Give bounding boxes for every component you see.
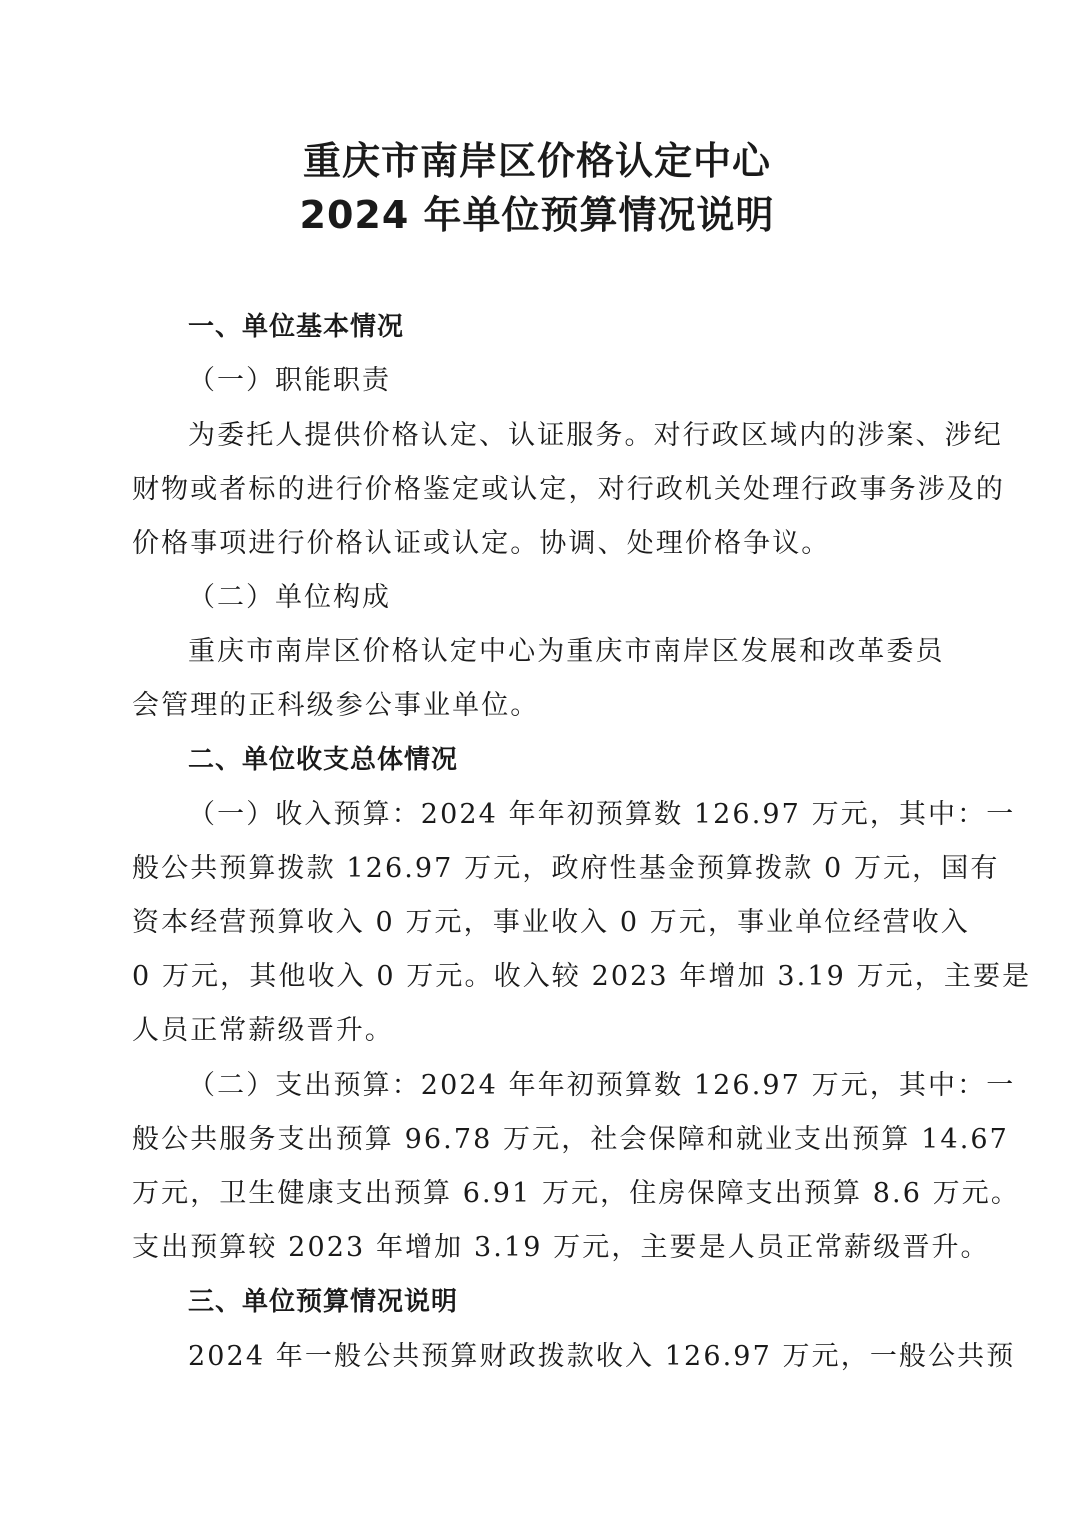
- expenditure-line3: 万元，卫生健康支出预算 6.91 万元，住房保障支出预算 8.6 万元。: [132, 1178, 1020, 1209]
- document-title-line2: 2024 年单位预算情况说明: [299, 193, 775, 237]
- section1-sub2-heading: （二）单位构成: [188, 582, 391, 613]
- income-line1: （一）收入预算：2024 年年初预算数 126.97 万元，其中：一: [188, 799, 1016, 830]
- section1-sub2-line1: 重庆市南岸区价格认定中心为重庆市南岸区发展和改革委员: [188, 636, 945, 667]
- expenditure-line2: 般公共服务支出预算 96.78 万元，社会保障和就业支出预算 14.67: [132, 1124, 1009, 1155]
- section1-sub2-line2: 会管理的正科级参公事业单位。: [132, 690, 540, 721]
- document-title-line1: 重庆市南岸区价格认定中心: [302, 139, 771, 183]
- section2-heading: 二、单位收支总体情况: [188, 745, 459, 775]
- income-line4: 0 万元，其他收入 0 万元。收入较 2023 年增加 3.19 万元，主要是: [132, 961, 1032, 992]
- section3-heading: 三、单位预算情况说明: [188, 1287, 459, 1317]
- income-line5: 人员正常薪级晋升。: [132, 1015, 394, 1046]
- section1-sub1-line3: 价格事项进行价格认证或认定。协调、处理价格争议。: [132, 528, 831, 559]
- section3-line1: 2024 年一般公共预算财政拨款收入 126.97 万元，一般公共预: [188, 1341, 1016, 1372]
- section1-heading: 一、单位基本情况: [188, 312, 405, 342]
- expenditure-line1: （二）支出预算：2024 年年初预算数 126.97 万元，其中：一: [188, 1070, 1016, 1101]
- income-line2: 般公共预算拨款 126.97 万元，政府性基金预算拨款 0 万元，国有: [132, 853, 1000, 884]
- section1-sub1-heading: （一）职能职责: [188, 365, 391, 396]
- section1-sub1-line2: 财物或者标的进行价格鉴定或认定，对行政机关处理行政事务涉及的: [132, 474, 1005, 505]
- income-line3: 资本经营预算收入 0 万元，事业收入 0 万元，事业单位经营收入: [132, 907, 970, 938]
- section1-sub1-line1: 为委托人提供价格认定、认证服务。对行政区域内的涉案、涉纪: [188, 420, 1003, 451]
- expenditure-line4: 支出预算较 2023 年增加 3.19 万元，主要是人员正常薪级晋升。: [132, 1232, 990, 1263]
